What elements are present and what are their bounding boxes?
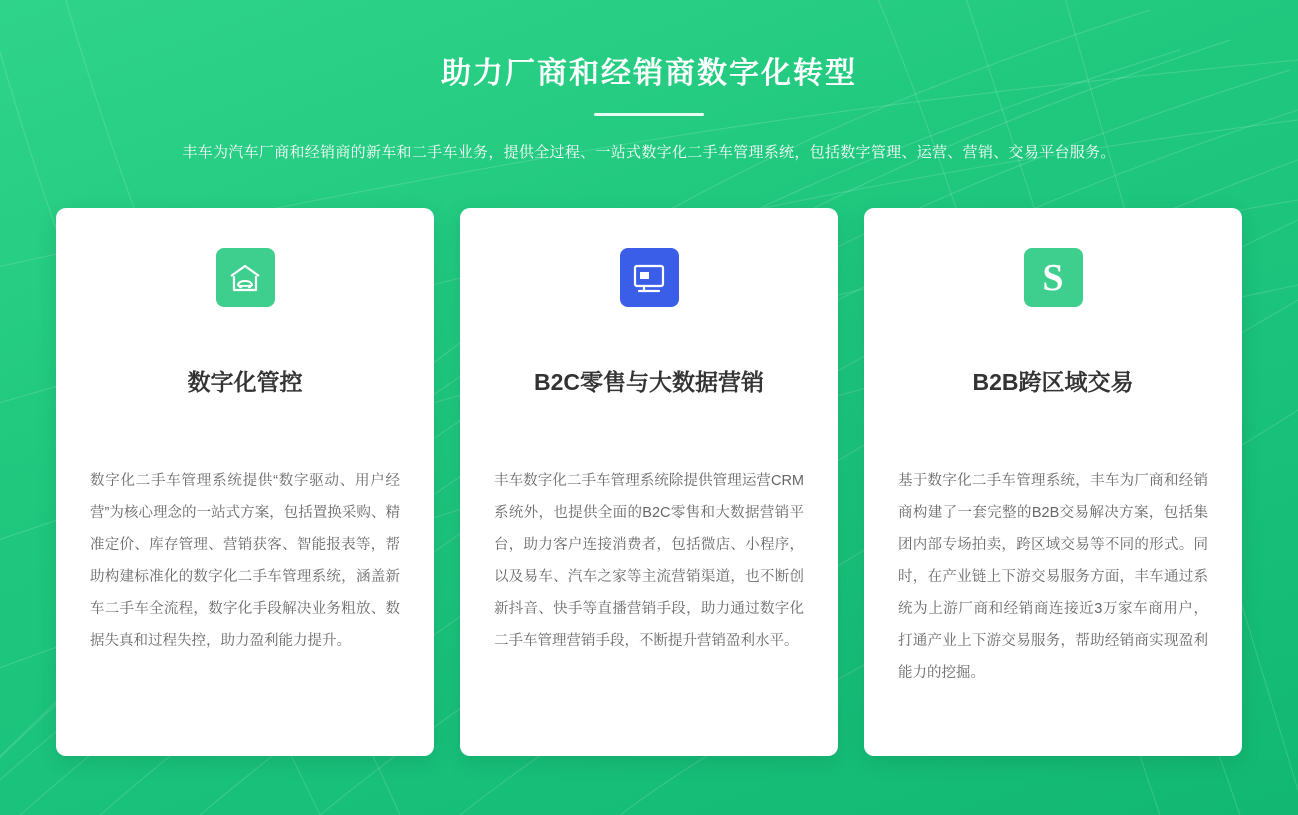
garage-car-icon <box>216 248 275 307</box>
page-title: 助力厂商和经销商数字化转型 <box>441 57 857 90</box>
card-title: 数字化管控 <box>187 369 303 395</box>
feature-card-list <box>0 208 1298 756</box>
letter-s-icon <box>1024 248 1083 307</box>
letter-s-glyph: S <box>1042 256 1064 299</box>
monitor-screen-icon <box>620 248 679 307</box>
page-subtitle: 丰车为汽车厂商和经销商的新车和二手车业务，提供全过程、一站式数字化二手车管理系统，包括数字管理、运营、营销、交易平台服务。 <box>182 144 1116 161</box>
card-description: 数字化二手车管理系统提供“数字驱动、用户经营”为核心理念的一站式方案，包括置换采购、精准定价、库存管理、营销获客、智能报表等，帮助构建标准化的数字化二手车管理系统，涵盖新车二手车全流程，数字化手段解决业务粗放、数据失真和过程失控，助力盈利能力提升。 <box>90 473 400 649</box>
hero-section <box>0 0 1298 165</box>
card-description: 丰车数字化二手车管理系统除提供管理运营CRM系统外，也提供全面的B2C零售和大数据营销平台，助力客户连接消费者，包括微店、小程序，以及易车、汽车之家等主流营销渠道，也不断创新抖音、快手等直播营销手段，助力通过数字化二手车管理营销手段，不断提升营销盈利水平。 <box>494 473 804 649</box>
title-underline <box>594 113 704 116</box>
feature-card-b2b-trading[interactable] <box>864 208 1242 756</box>
feature-card-b2c-retail[interactable] <box>460 208 838 756</box>
card-title: B2C零售与大数据营销 <box>533 369 764 395</box>
card-title: B2B跨区域交易 <box>972 369 1134 395</box>
card-description: 基于数字化二手车管理系统，丰车为厂商和经销商构建了一套完整的B2B交易解决方案，包括集团内部专场拍卖，跨区域交易等不同的形式。同时，在产业链上下游交易服务方面，丰车通过系统为上游厂商和经销商连接近3万家车商用户，打通产业上下游交易服务，帮助经销商实现盈利能力的挖掘。 <box>898 473 1208 681</box>
feature-card-digital-control[interactable] <box>56 208 434 756</box>
